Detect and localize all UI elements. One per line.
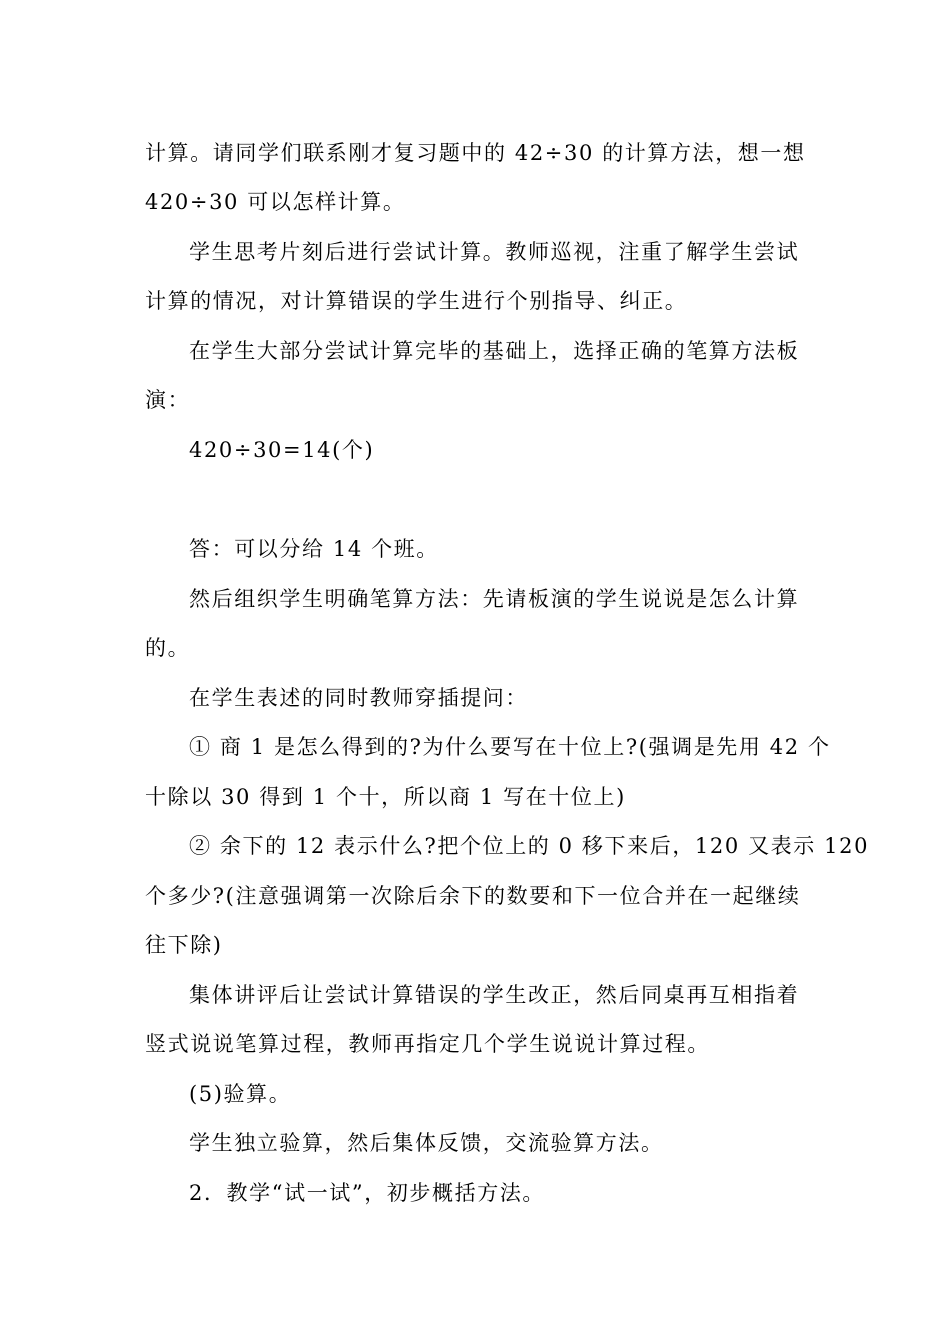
text-line-5: 在学生大部分尝试计算完毕的基础上，选择正确的笔算方法板 (189, 339, 800, 363)
equation-line: 420÷30=14(个) (189, 438, 375, 462)
answer-line: 答：可以分给 14 个班。 (189, 537, 439, 561)
document-page (145, 0, 870, 1344)
text-line-6: 演： (145, 388, 191, 412)
question-2-line-2: 个多少?(注意强调第一次除后余下的数要和下一位合并在一起继续 (145, 884, 801, 908)
text-line-3: 学生思考片刻后进行尝试计算。教师巡视，注重了解学生尝试 (189, 240, 800, 264)
question-2-line-3: 往下除) (145, 933, 223, 957)
text-line-11: 在学生表述的同时教师穿插提问： (189, 686, 528, 710)
question-1-line-2: 十除以 30 得到 1 个十，所以商 1 写在十位上) (145, 785, 626, 809)
text-line-9: 然后组织学生明确笔算方法：先请板演的学生说说是怎么计算 (189, 587, 800, 611)
question-1-line-1: ① 商 1 是怎么得到的?为什么要写在十位上?(强调是先用 42 个 (189, 735, 831, 759)
question-2-line-1: ② 余下的 12 表示什么?把个位上的 0 移下来后，120 又表示 120 (189, 834, 870, 858)
text-line-18: 竖式说说笔算过程，教师再指定几个学生说说计算过程。 (145, 1032, 710, 1056)
text-line-20: 学生独立验算，然后集体反馈，交流验算方法。 (189, 1131, 664, 1155)
text-line-2: 420÷30 可以怎样计算。 (145, 190, 406, 214)
text-line-4: 计算的情况，对计算错误的学生进行个别指导、纠正。 (145, 289, 688, 313)
text-line-10: 的。 (145, 636, 191, 660)
section-5-heading: (5)验算。 (189, 1082, 292, 1106)
section-2-heading: 2．教学“试一试”，初步概括方法。 (189, 1181, 546, 1205)
text-line-1: 计算。请同学们联系刚才复习题中的 42÷30 的计算方法，想一想 (145, 141, 806, 165)
text-line-17: 集体讲评后让尝试计算错误的学生改正，然后同桌再互相指着 (189, 983, 800, 1007)
